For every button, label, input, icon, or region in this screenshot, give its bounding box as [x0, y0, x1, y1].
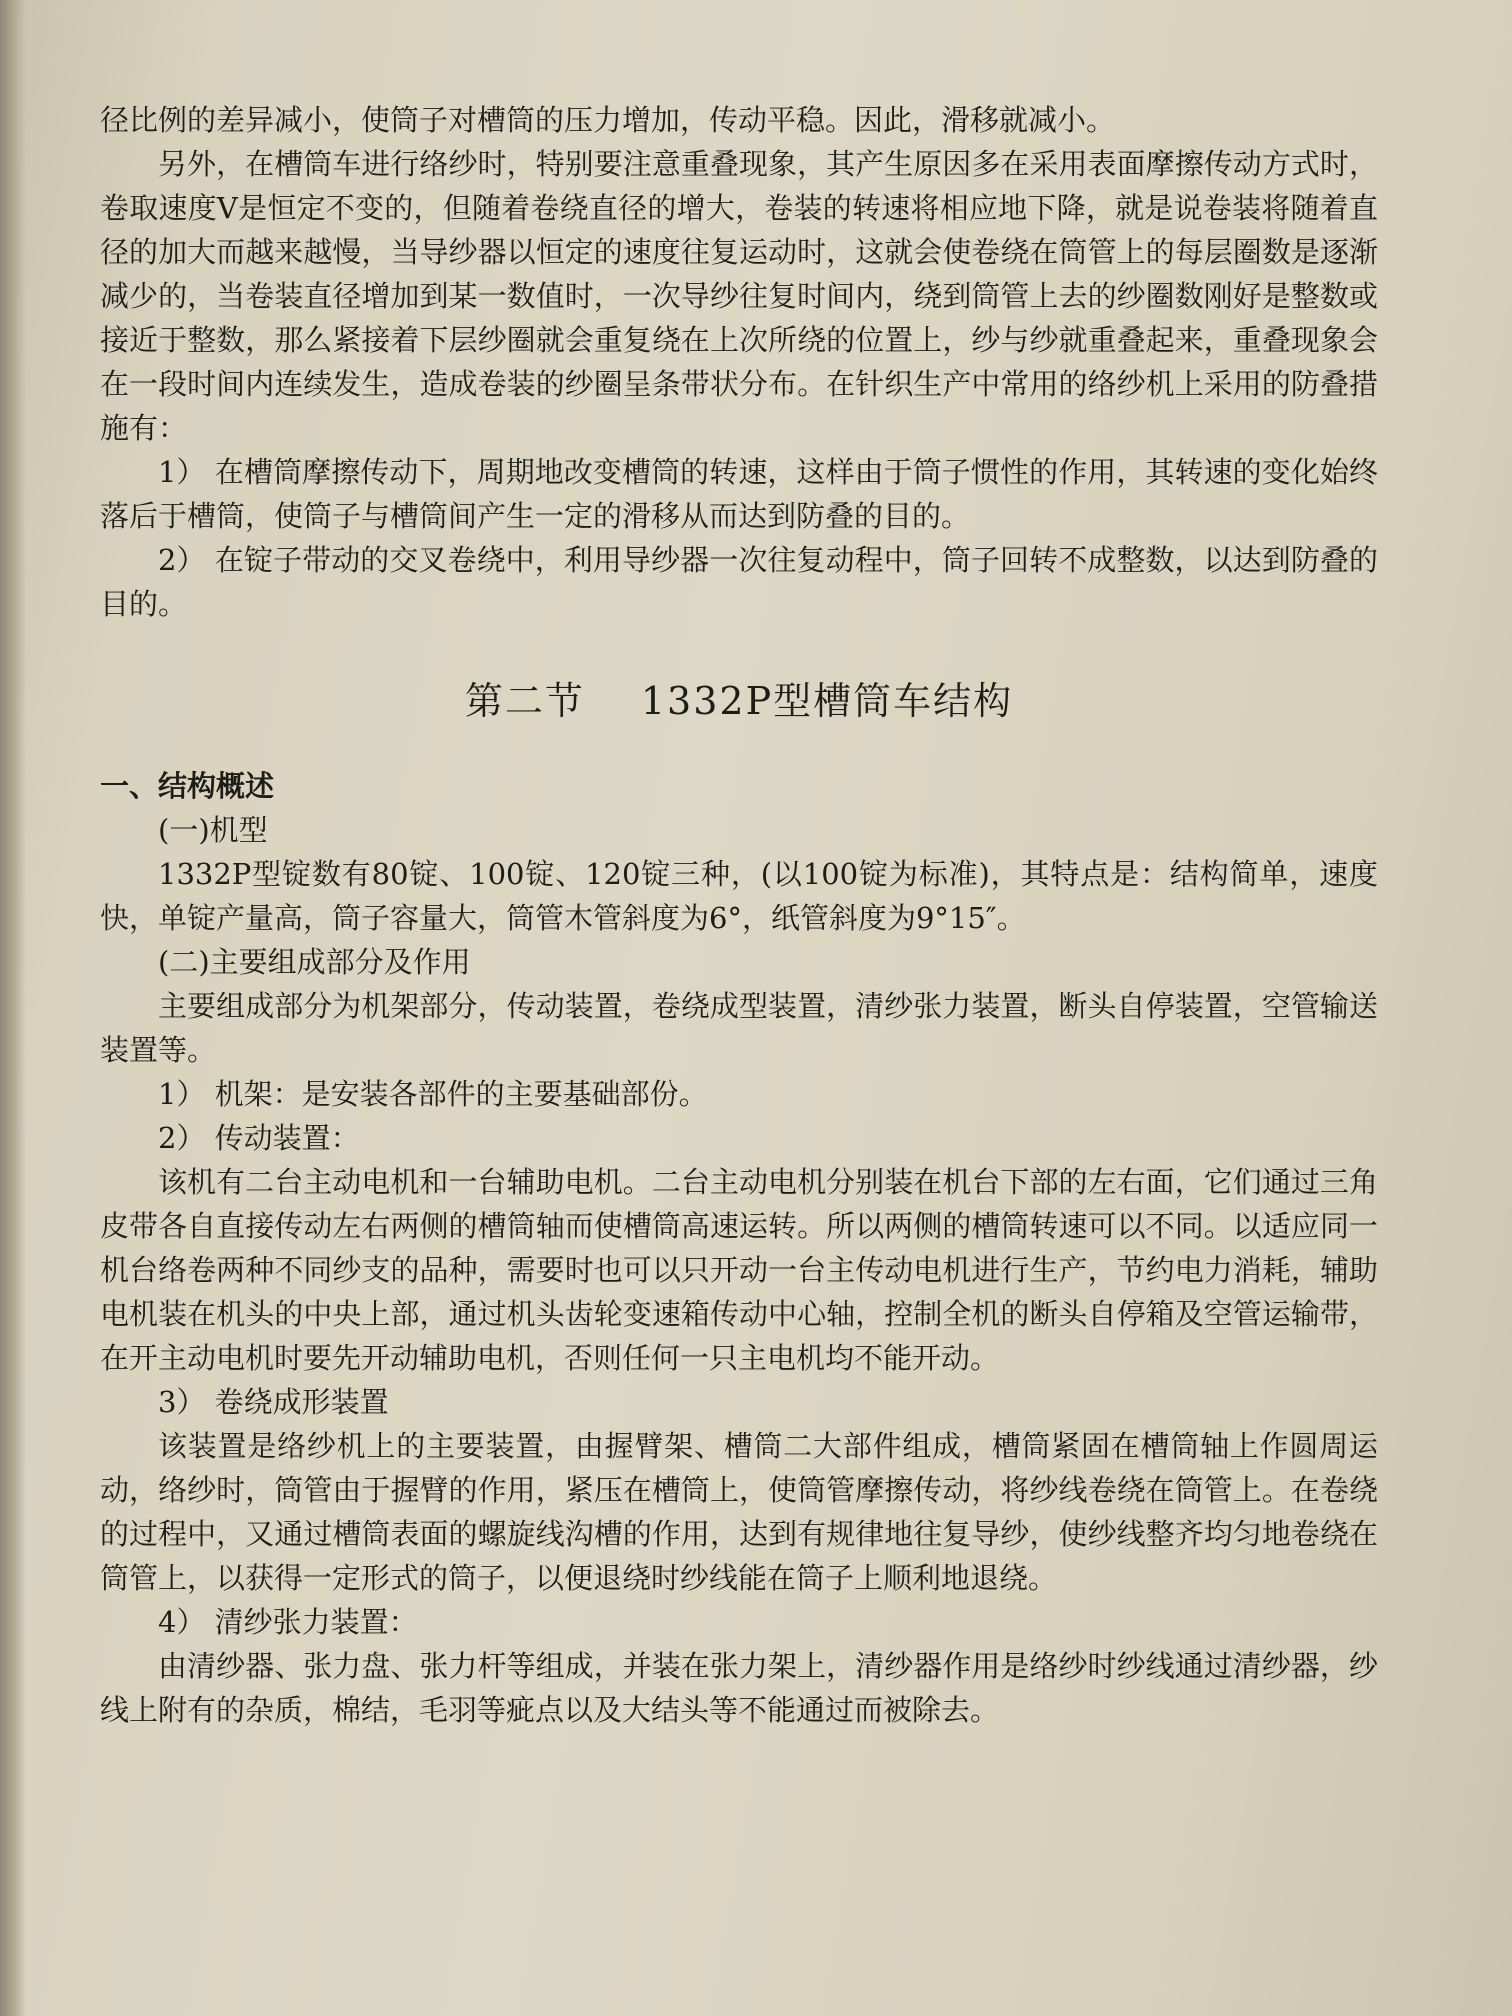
subheading-main-components: (二)主要组成部分及作用	[158, 945, 471, 979]
page-spine-shadow	[0, 0, 26, 2016]
item-transmission: 2） 传动装置：	[158, 1121, 360, 1155]
subheading-machine-type: (一)机型	[158, 813, 268, 847]
heading-structure-overview: 一、结构概述	[100, 769, 275, 803]
item-yarn-clearing-tension: 4） 清纱张力装置：	[158, 1605, 418, 1639]
paragraph-machine-type: 1332P型锭数有80锭、100锭、120锭三种，(以100锭为标准)，其特点是：结构简单，速度快，单锭产量高，筒子容量大，筒管木管斜度为6°，纸管斜度为9°15″。	[100, 857, 1378, 935]
item-frame: 1） 机架：是安装各部件的主要基础部份。	[158, 1077, 708, 1111]
item-winding-forming: 3） 卷绕成形装置	[158, 1385, 389, 1419]
section-title	[100, 676, 1378, 726]
paragraph-winding-forming: 该装置是络纱机上的主要装置，由握臂架、槽筒二大部件组成，槽筒紧固在槽筒轴上作圆周运动，络纱时，筒管由于握臂的作用，紧压在槽筒上，使筒管摩擦传动，将纱线卷绕在筒管上。在卷绕的过程中，又通过槽筒表面的螺旋线沟槽的作用，达到有规律地往复导纱，使纱线整齐均匀地卷绕在筒管上，以获得一定形式的筒子，以便退绕时纱线能在筒子上顺利地退绕。	[100, 1429, 1378, 1595]
page-content	[100, 98, 1378, 1732]
paragraph-overlap-phenomenon: 另外，在槽筒车进行络纱时，特别要注意重叠现象，其产生原因多在采用表面摩擦传动方式时，卷取速度V是恒定不变的，但随着卷绕直径的增大，卷装的转速将相应地下降，就是说卷装将随着直径的加大而越来越慢，当导纱器以恒定的速度往复运动时，这就会使卷绕在筒管上的每层圈数是逐渐减少的，当卷装直径增加到某一数值时，一次导纱往复时间内，绕到筒管上去的纱圈数刚好是整数或接近于整数，那么紧接着下层纱圈就会重复绕在上次所绕的位置上，纱与纱就重叠起来，重叠现象会在一段时间内连续发生，造成卷装的纱圈呈条带状分布。在针织生产中常用的络纱机上采用的防叠措施有：	[100, 147, 1378, 445]
paragraph-main-components: 主要组成部分为机架部分，传动装置，卷绕成型装置，清纱张力装置，断头自停装置，空管输送装置等。	[100, 989, 1378, 1067]
section-name: 1332P型槽筒车结构	[640, 679, 1014, 723]
anti-overlap-measure-2: 2） 在锭子带动的交叉卷绕中，利用导纱器一次往复动程中，筒子回转不成整数，以达到防叠的目的。	[100, 543, 1378, 621]
paragraph-transmission: 该机有二台主动电机和一台辅助电机。二台主动电机分别装在机台下部的左右面，它们通过三角皮带各自直接传动左右两侧的槽筒轴而使槽筒高速运转。所以两侧的槽筒转速可以不同。以适应同一机台络卷两种不同纱支的品种，需要时也可以只开动一台主传动电机进行生产，节约电力消耗，辅助电机装在机头的中央上部，通过机头齿轮变速箱传动中心轴，控制全机的断头自停箱及空管运输带，在开主动电机时要先开动辅助电机，否则任何一只主电机均不能开动。	[100, 1165, 1378, 1375]
paragraph-continuation: 径比例的差异减小，使筒子对槽筒的压力增加，传动平稳。因此，滑移就减小。	[100, 103, 1116, 137]
section-number: 第二节	[464, 679, 585, 723]
paragraph-yarn-clearing-tension: 由清纱器、张力盘、张力杆等组成，并装在张力架上，清纱器作用是络纱时纱线通过清纱器，纱线上附有的杂质，棉结，毛羽等疵点以及大结头等不能通过而被除去。	[100, 1649, 1378, 1727]
anti-overlap-measure-1: 1） 在槽筒摩擦传动下，周期地改变槽筒的转速，这样由于筒子惯性的作用，其转速的变化始终落后于槽筒，使筒子与槽筒间产生一定的滑移从而达到防叠的目的。	[100, 455, 1378, 533]
